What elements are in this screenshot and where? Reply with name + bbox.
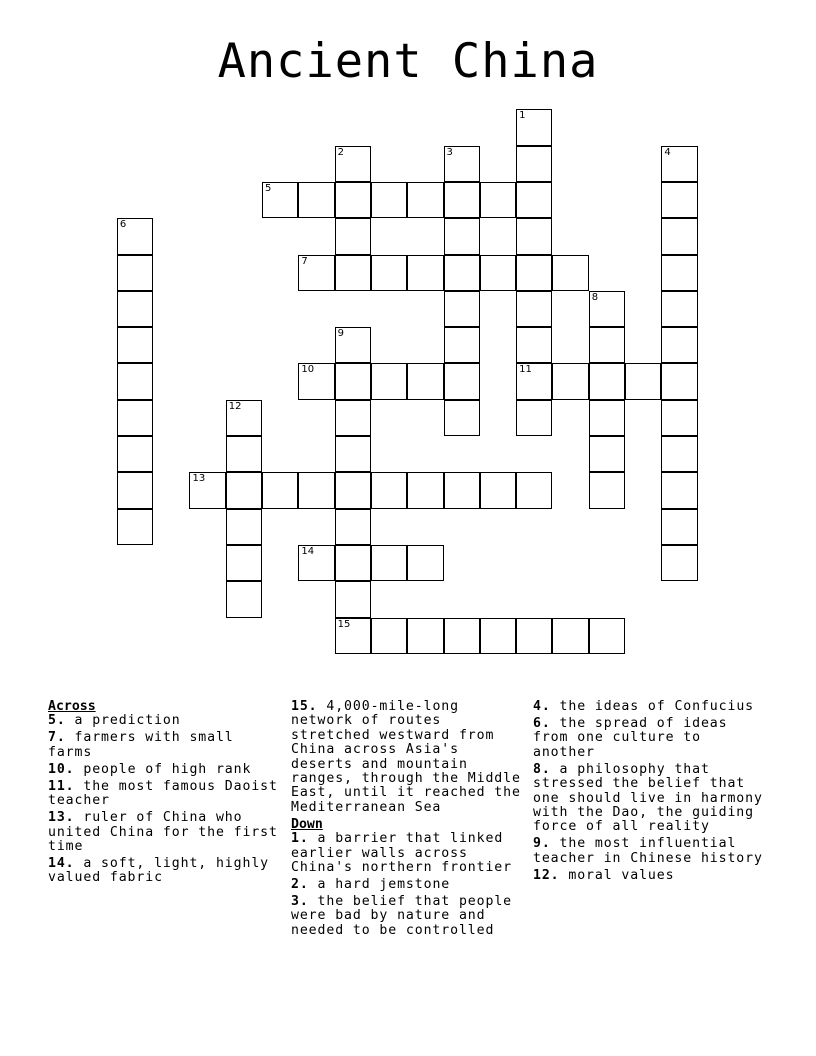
grid-cell[interactable] [625, 363, 661, 399]
grid-cell[interactable] [444, 291, 480, 327]
clue-number: 2 [337, 146, 345, 158]
clue-down-6: 6. the spread of ideas from one culture to another [533, 716, 728, 760]
clue-number: 15 [337, 618, 351, 630]
clue-across-7: 7. farmers with small farms [48, 730, 234, 760]
grid-cell[interactable] [335, 255, 371, 291]
clue-number: 5 [265, 182, 272, 194]
grid-cell[interactable] [589, 291, 625, 327]
clue-number: 4 [664, 146, 671, 158]
grid-cell[interactable] [589, 618, 625, 654]
grid-cell[interactable] [480, 182, 516, 218]
grid-cell[interactable] [226, 509, 262, 545]
grid-cell[interactable] [117, 327, 153, 363]
clue-down-9: 9. the most influential teacher in Chinese history [533, 836, 763, 866]
grid-cell[interactable] [444, 618, 480, 654]
grid-cell[interactable] [444, 218, 480, 254]
grid-cell[interactable] [407, 182, 443, 218]
grid-cell[interactable] [335, 218, 371, 254]
grid-cell[interactable] [444, 182, 480, 218]
grid-cell[interactable] [335, 509, 371, 545]
grid-cell[interactable] [335, 618, 371, 654]
grid-cell[interactable] [661, 363, 697, 399]
clue-across-11: 11. the most famous Daoist teacher [48, 778, 278, 809]
across-header: Across [48, 699, 96, 714]
clue-down-12: 12. moral values [533, 867, 675, 883]
clue-number: 1 [519, 110, 526, 122]
grid-cell[interactable] [661, 509, 697, 545]
grid-cell[interactable] [516, 218, 552, 254]
grid-cell[interactable] [407, 363, 443, 399]
clue-down-4: 4. the ideas of Confucius [533, 699, 755, 714]
grid-cell[interactable] [407, 618, 443, 654]
grid-cell[interactable] [552, 363, 588, 399]
clue-column-2 [291, 700, 526, 941]
down-header: Down [291, 816, 323, 832]
grid-cell[interactable] [661, 291, 697, 327]
clue-number: 6 [119, 219, 127, 231]
clue-across-5: 5. a prediction [48, 713, 181, 729]
grid-cell[interactable] [407, 545, 443, 581]
grid-cell[interactable] [298, 363, 334, 399]
clue-number: 8 [591, 291, 599, 303]
grid-cell[interactable] [589, 436, 625, 472]
grid-cell[interactable] [444, 472, 480, 508]
clue-down-2: 2. a hard jemstone [291, 877, 451, 893]
grid-cell[interactable] [371, 545, 407, 581]
grid-cell[interactable] [117, 509, 153, 545]
grid-cell[interactable] [661, 255, 697, 291]
clue-across-10: 10. people of high rank [48, 761, 252, 777]
grid-cell[interactable] [516, 327, 552, 363]
clue-across-13: 13. ruler of China who united China for the first time [48, 810, 278, 855]
grid-cell[interactable] [226, 400, 262, 436]
grid-cell[interactable] [516, 109, 552, 145]
grid-cell[interactable] [335, 400, 371, 436]
grid-cell[interactable] [335, 545, 371, 581]
grid-cell[interactable] [661, 146, 697, 182]
grid-cell[interactable] [298, 255, 334, 291]
clue-number: 12 [228, 400, 242, 412]
grid-cell[interactable] [117, 218, 153, 254]
grid-cell[interactable] [335, 327, 371, 363]
grid-cell[interactable] [589, 400, 625, 436]
grid-cell[interactable] [661, 327, 697, 363]
grid-cell[interactable] [661, 545, 697, 581]
grid-cell[interactable] [480, 472, 516, 508]
grid-cell[interactable] [661, 400, 697, 436]
clue-number: 11 [519, 364, 532, 376]
grid-cell[interactable] [661, 436, 697, 472]
grid-cell[interactable] [117, 472, 153, 508]
clue-column-3 [533, 700, 768, 886]
grid-cell[interactable] [262, 472, 298, 508]
grid-cell[interactable] [516, 618, 552, 654]
grid-cell[interactable] [335, 182, 371, 218]
clue-column-1 [48, 700, 283, 888]
grid-cell[interactable] [661, 218, 697, 254]
grid-cell[interactable] [516, 182, 552, 218]
grid-cell[interactable] [335, 146, 371, 182]
clue-number: 3 [446, 146, 453, 158]
grid-cell[interactable] [407, 255, 443, 291]
grid-cell[interactable] [589, 363, 625, 399]
grid-cell[interactable] [117, 363, 153, 399]
grid-cell[interactable] [371, 255, 407, 291]
grid-cell[interactable] [335, 581, 371, 617]
clue-down-3: 3. the belief that people were bad by nature and needed to be controlled [291, 894, 513, 938]
grid-cell[interactable] [480, 618, 516, 654]
grid-cell[interactable] [189, 472, 225, 508]
grid-cell[interactable] [298, 182, 334, 218]
grid-cell[interactable] [516, 291, 552, 327]
grid-cell[interactable] [298, 472, 334, 508]
grid-cell[interactable] [117, 291, 153, 327]
grid-cell[interactable] [516, 363, 552, 399]
grid-cell[interactable] [335, 436, 371, 472]
clue-number: 9 [337, 328, 345, 340]
clue-across-14: 14. a soft, light, highly valued fabric [48, 856, 270, 886]
clue-number: 13 [192, 473, 206, 485]
grid-cell[interactable] [298, 545, 334, 581]
grid-cell[interactable] [444, 400, 480, 436]
grid-cell[interactable] [117, 436, 153, 472]
grid-cell[interactable] [371, 182, 407, 218]
clue-down-1: 1. a barrier that linked earlier walls across China's northern frontier [291, 831, 512, 876]
page-title: Ancient China [217, 34, 599, 89]
grid-cell[interactable] [516, 255, 552, 291]
grid-cell[interactable] [226, 436, 262, 472]
clue-number: 10 [301, 364, 315, 376]
grid-cell[interactable] [589, 472, 625, 508]
grid-cell[interactable] [335, 472, 371, 508]
grid-cell[interactable] [444, 327, 480, 363]
grid-cell[interactable] [335, 363, 371, 399]
grid-cell[interactable] [552, 255, 588, 291]
clue-down-8: 8. a philosophy that stressed the belief that one should live in harmony with the Dao, the guiding force of all reality [533, 761, 763, 835]
grid-cell[interactable] [444, 146, 480, 182]
grid-cell[interactable] [516, 146, 552, 182]
clue-number: 14 [301, 545, 315, 557]
clue-across-15: 15. 4,000-mile-long network of routes stretched westward from China across Asia's deserts and mountain ranges, through the Middle East, until it reached the Mediterranean Sea [291, 699, 521, 815]
grid-cell[interactable] [552, 618, 588, 654]
grid-cell[interactable] [226, 545, 262, 581]
grid-cell[interactable] [371, 618, 407, 654]
grid-cell[interactable] [117, 255, 153, 291]
grid-cell[interactable] [117, 400, 153, 436]
grid-cell[interactable] [516, 400, 552, 436]
grid-cell[interactable] [371, 472, 407, 508]
grid-cell[interactable] [407, 472, 443, 508]
grid-cell[interactable] [589, 327, 625, 363]
clue-number: 7 [301, 255, 308, 267]
grid-cell[interactable] [226, 581, 262, 617]
grid-cell[interactable] [444, 363, 480, 399]
grid-cell[interactable] [661, 472, 697, 508]
grid-cell[interactable] [480, 255, 516, 291]
grid-cell[interactable] [226, 472, 262, 508]
grid-cell[interactable] [516, 472, 552, 508]
grid-cell[interactable] [262, 182, 298, 218]
grid-cell[interactable] [371, 363, 407, 399]
grid-cell[interactable] [444, 255, 480, 291]
grid-cell[interactable] [661, 182, 697, 218]
